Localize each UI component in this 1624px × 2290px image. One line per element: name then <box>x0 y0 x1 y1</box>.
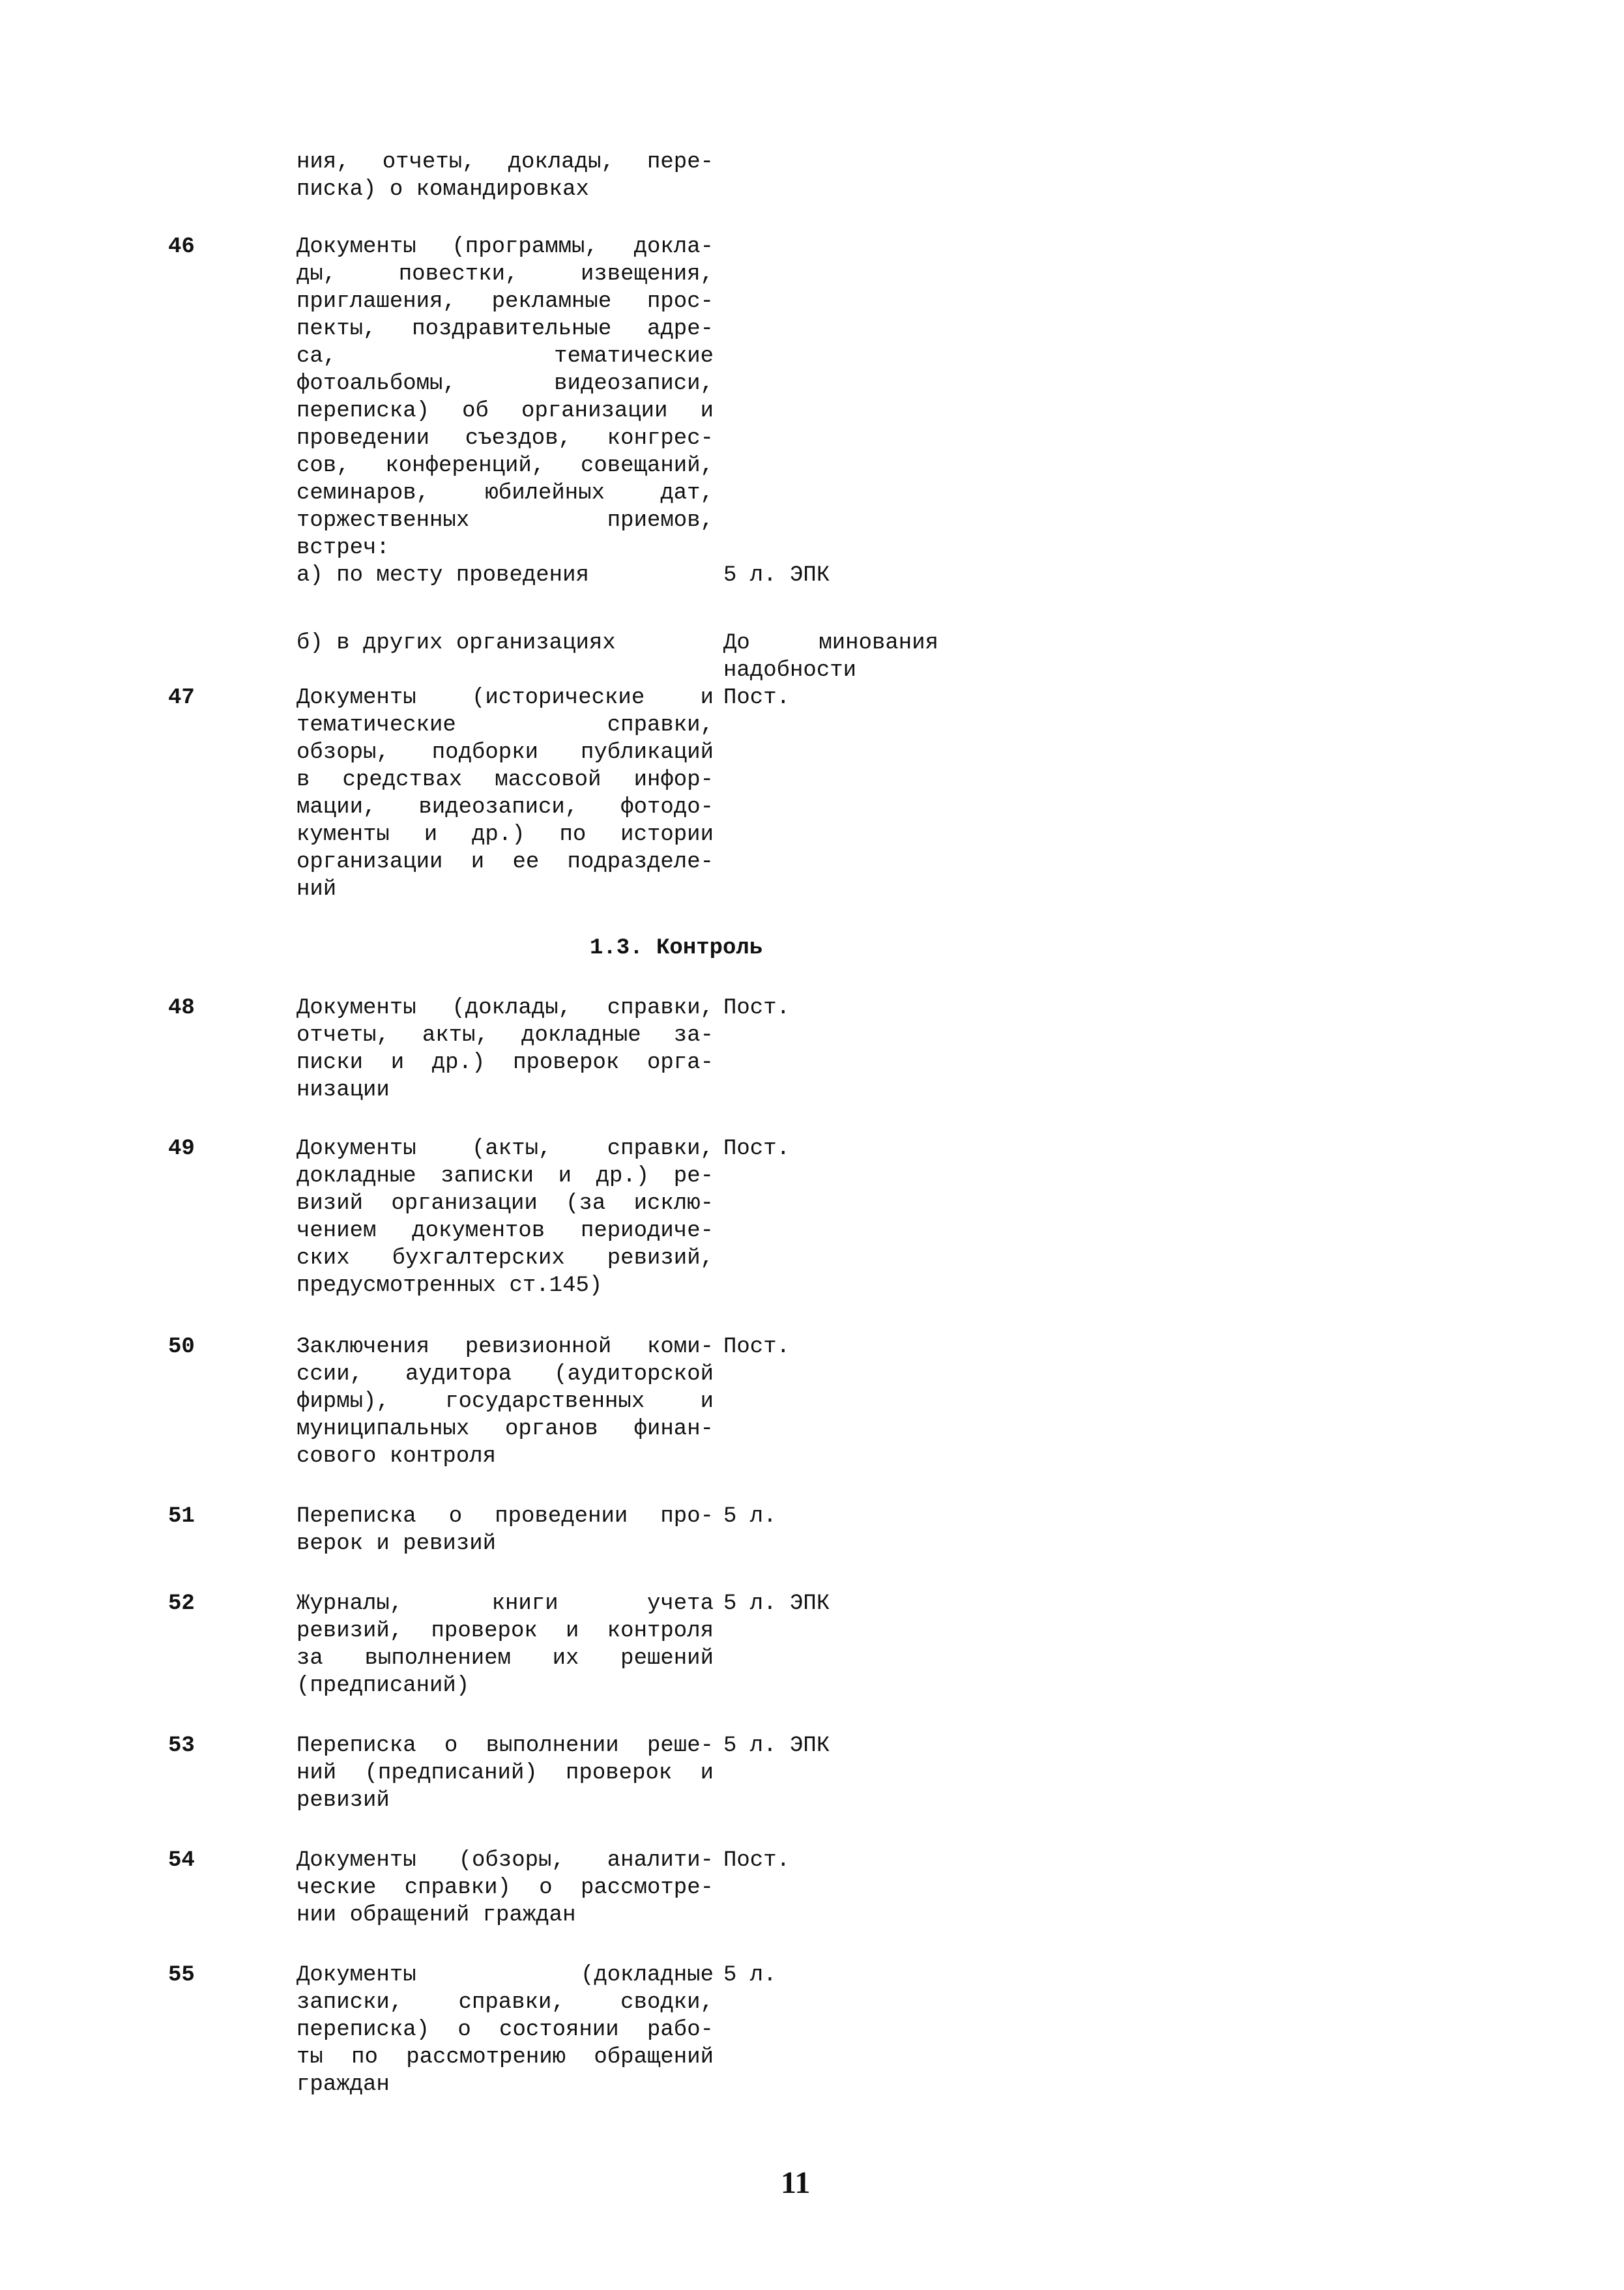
entry-number: 46 <box>168 235 195 259</box>
entry-description-line: ссии, аудитора (аудиторской <box>297 1362 714 1387</box>
retention-term: Пост. <box>723 1137 790 1161</box>
entry-description-line: верок и ревизий <box>297 1531 497 1556</box>
entry-description-line: Документы (доклады, справки, <box>297 996 714 1021</box>
entry-description-line: сов, конференций, совещаний, <box>297 454 714 478</box>
retention-term: Пост. <box>723 996 790 1021</box>
entry-description-line: нии обращений граждан <box>297 1903 576 1928</box>
entry-number: 47 <box>168 686 195 710</box>
entry-description-line: ты по рассмотрению обращений <box>297 2045 714 2070</box>
entry-description-line: записки, справки, сводки, <box>297 1990 714 2015</box>
entry-description-line: граждан <box>297 2072 390 2097</box>
entry-description-line: низации <box>297 1078 390 1103</box>
retention-term: Пост. <box>723 686 790 710</box>
entry-description-line: ний <box>297 877 337 902</box>
entry-description-line: б) в других организациях <box>297 631 616 656</box>
entry-description-line: ния, отчеты, доклады, пере- <box>297 150 714 175</box>
entry-number: 50 <box>168 1335 195 1359</box>
entry-number: 49 <box>168 1137 195 1161</box>
entry-number: 54 <box>168 1848 195 1873</box>
entry-description-line: тематические справки, <box>297 713 714 738</box>
entry-description-line: торжественных приемов, <box>297 508 714 533</box>
entry-description-line: предусмотренных ст.145) <box>297 1273 603 1298</box>
entry-description-line: мации, видеозаписи, фотодо- <box>297 795 714 820</box>
entry-description-line: семинаров, юбилейных дат, <box>297 481 714 506</box>
retention-term: 5 л. <box>723 1504 777 1529</box>
entry-description-line: Документы (докладные <box>297 1963 714 1988</box>
entry-description-line: обзоры, подборки публикаций <box>297 740 714 765</box>
entry-description-line: (предписаний) <box>297 1674 470 1698</box>
entry-description-line: писка) о командировках <box>297 177 589 202</box>
entry-description-line: Журналы, книги учета <box>297 1591 714 1616</box>
entry-description-line: ческие справки) о рассмотре- <box>297 1876 714 1900</box>
retention-term: надобности <box>723 658 857 683</box>
entry-description-line: встреч: <box>297 536 390 560</box>
entry-number: 53 <box>168 1733 195 1758</box>
entry-number: 55 <box>168 1963 195 1988</box>
entry-description-line: за выполнением их решений <box>297 1646 714 1671</box>
entry-description-line: Документы (исторические и <box>297 686 714 710</box>
entry-description-line: переписка) о состоянии рабо- <box>297 2018 714 2042</box>
entry-description-line: фотоальбомы, видеозаписи, <box>297 371 714 396</box>
entry-description-line: сового контроля <box>297 1444 497 1469</box>
entry-description-line: переписка) об организации и <box>297 399 714 424</box>
entry-description-line: ревизий <box>297 1788 390 1813</box>
page-number: 11 <box>781 2166 811 2200</box>
entry-description-line: ских бухгалтерских ревизий, <box>297 1246 714 1271</box>
entry-description-line: докладные записки и др.) ре- <box>297 1164 714 1189</box>
entry-description-line: Документы (акты, справки, <box>297 1137 714 1161</box>
entry-description-line: приглашения, рекламные прос- <box>297 289 714 314</box>
entry-description-line: а) по месту проведения <box>297 563 589 588</box>
entry-description-line: в средствах массовой инфор- <box>297 768 714 792</box>
entry-description-line: ревизий, проверок и контроля <box>297 1619 714 1644</box>
entry-description-line: чением документов периодиче- <box>297 1219 714 1243</box>
entry-description-line: кументы и др.) по истории <box>297 822 714 847</box>
entry-description-line: муниципальных органов финан- <box>297 1417 714 1442</box>
retention-term: Пост. <box>723 1848 790 1873</box>
entry-description-line: Заключения ревизионной коми- <box>297 1335 714 1359</box>
retention-term: 5 л. ЭПК <box>723 563 830 588</box>
retention-term: 5 л. ЭПК <box>723 1591 830 1616</box>
section-heading: 1.3. Контроль <box>590 936 763 961</box>
entry-description-line: проведении съездов, конгрес- <box>297 426 714 451</box>
entry-description-line: ний (предписаний) проверок и <box>297 1761 714 1786</box>
entry-description-line: Документы (обзоры, аналити- <box>297 1848 714 1873</box>
entry-description-line: фирмы), государственных и <box>297 1389 714 1414</box>
entry-description-line: писки и др.) проверок орга- <box>297 1051 714 1075</box>
entry-description-line: пекты, поздравительные адре- <box>297 317 714 341</box>
retention-term: До минования <box>723 631 938 656</box>
entry-description-line: са, тематические <box>297 344 714 369</box>
retention-term: 5 л. <box>723 1963 777 1988</box>
retention-term: Пост. <box>723 1335 790 1359</box>
entry-number: 51 <box>168 1504 195 1529</box>
retention-term: 5 л. ЭПК <box>723 1733 830 1758</box>
entry-description-line: Переписка о проведении про- <box>297 1504 714 1529</box>
entry-description-line: визий организации (за исклю- <box>297 1191 714 1216</box>
entry-description-line: Документы (программы, докла- <box>297 235 714 259</box>
entry-number: 52 <box>168 1591 195 1616</box>
entry-number: 48 <box>168 996 195 1021</box>
entry-description-line: отчеты, акты, докладные за- <box>297 1023 714 1048</box>
entry-description-line: организации и ее подразделе- <box>297 850 714 875</box>
entry-description-line: Переписка о выполнении реше- <box>297 1733 714 1758</box>
entry-description-line: ды, повестки, извещения, <box>297 262 714 287</box>
